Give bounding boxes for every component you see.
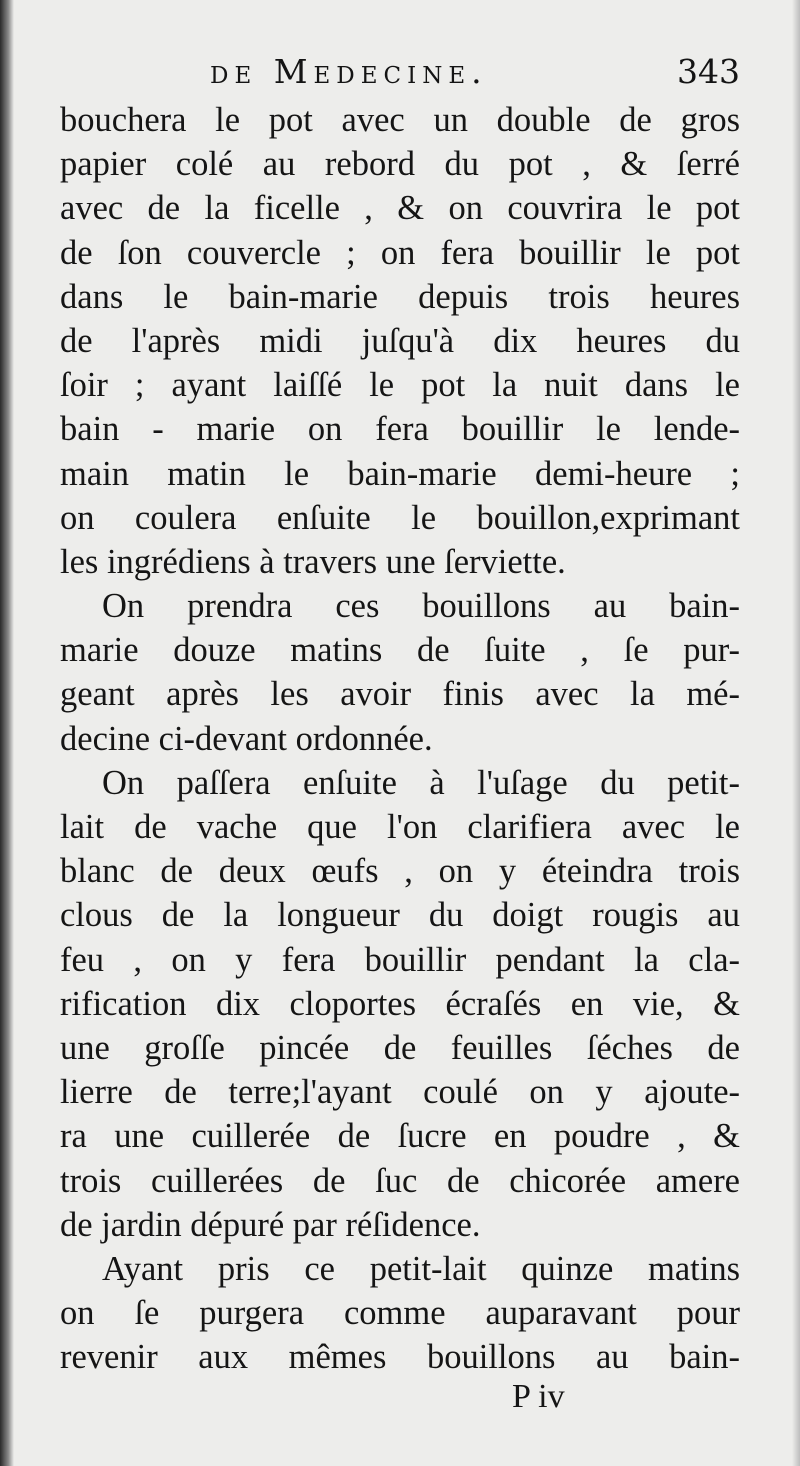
text-line: bain - marie on fera bouillir le lende-: [60, 410, 740, 449]
page-edge: [792, 0, 800, 1466]
text-line: une groſſe pincée de feuilles ſéches de: [60, 1028, 740, 1067]
paragraph: [60, 98, 740, 584]
text-line: On paſſera enſuite à l'uſage du petit-: [102, 763, 740, 802]
binding-shadow: [0, 0, 14, 1466]
text-line: lait de vache que l'on clarifiera avec le: [60, 808, 740, 846]
text-line: marie douze matins de ſuite , ſe pur-: [60, 631, 740, 670]
text-line: main matin le bain-marie demi-heure ;: [60, 454, 740, 493]
text-line: trois cuillerées de ſuc de chicorée amere: [60, 1161, 740, 1200]
paragraph: [60, 1247, 740, 1380]
signature-mark: P iv: [512, 1378, 565, 1415]
text-line: ſoir ; ayant laiſſé le pot la nuit dans le: [60, 366, 740, 405]
text-line: de jardin dépuré par réſidence.: [60, 1205, 481, 1244]
text-line: revenir aux mêmes bouillons au bain-: [60, 1338, 740, 1377]
text-line: de ſon couvercle ; on fera bouillir le pot: [60, 233, 740, 272]
text-line: decine ci-devant ordonnée.: [60, 719, 433, 758]
body-text: [60, 98, 740, 1379]
text-line: lierre de terre;l'ayant coulé on y ajoute-: [60, 1073, 740, 1112]
running-head: [60, 52, 740, 102]
text-line: avec de la ficelle , & on couvrira le pot: [60, 189, 740, 228]
text-line: papier colé au rebord du pot , & ſerré: [60, 145, 740, 184]
page-number: 343: [677, 52, 740, 91]
paragraph: [60, 761, 740, 1247]
text-line: On prendra ces bouillons au bain-: [102, 587, 740, 626]
text-line: les ingrédiens à travers une ſerviette.: [60, 542, 566, 581]
running-title: de Medecine.: [210, 52, 488, 91]
text-line: ra une cuillerée de ſucre en poudre , &: [60, 1117, 740, 1156]
text-line: on ſe purgera comme auparavant pour: [60, 1294, 740, 1333]
text-line: rification dix cloportes écraſés en vie, &: [60, 984, 740, 1023]
text-line: de l'après midi juſqu'à dix heures du: [60, 321, 740, 360]
text-line: Ayant pris ce petit-lait quinze matins: [102, 1249, 740, 1288]
text-line: dans le bain-marie depuis trois heures: [60, 277, 740, 316]
text-line: on coulera enſuite le bouillon,exprimant: [60, 498, 740, 537]
text-line: clous de la longueur du doigt rougis au: [60, 896, 740, 935]
text-line: bouchera le pot avec un double de gros: [60, 101, 740, 139]
text-line: blanc de deux œufs , on y éteindra trois: [60, 852, 740, 891]
text-line: geant après les avoir finis avec la mé-: [60, 675, 740, 714]
text-line: feu , on y fera bouillir pendant la cla-: [60, 940, 740, 979]
paragraph: [60, 584, 740, 761]
